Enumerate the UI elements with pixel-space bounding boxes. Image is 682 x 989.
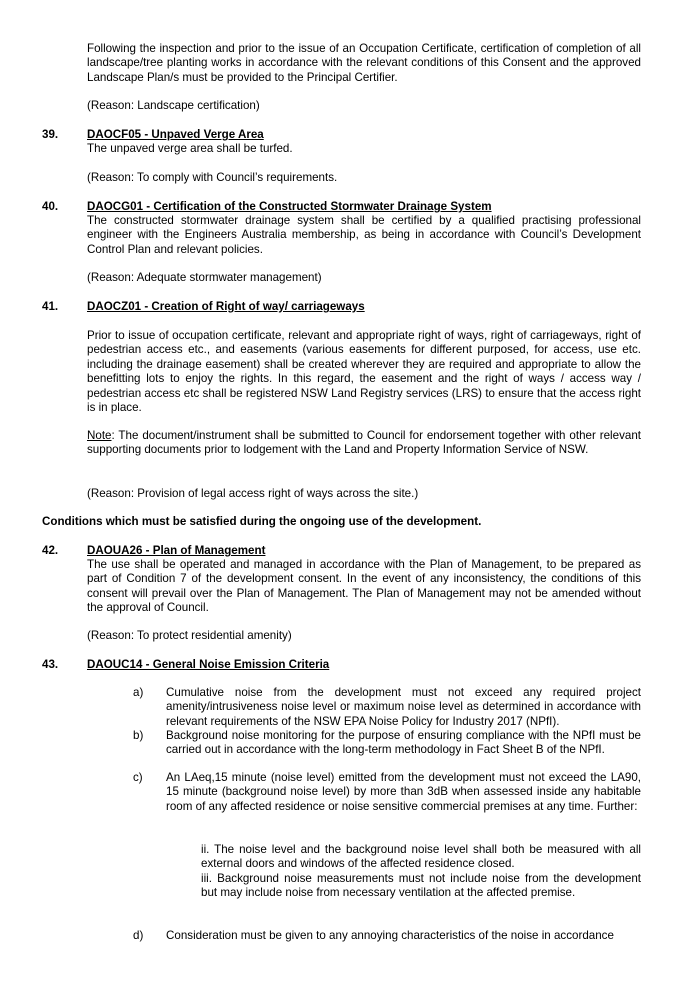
condition-41-number: 41. — [42, 300, 59, 313]
item-b-label: b) — [133, 729, 144, 742]
item-c-text: An LAeq,15 minute (noise level) emitted from the development must not exceed the LA90, 15 minute (background noise level) by more than 3dB when assessed inside any habitable room of any affected residence or noise sensitive commercial premises at any time. Further: — [166, 771, 641, 813]
intro-paragraph: Following the inspection and prior to the issue of an Occupation Certificate, certification of completion of all landscape/tree planting works in accordance with the relevant conditions of this Consent and the approved Landscape Plan/s must be provided to the Principal Certifier. — [87, 42, 641, 84]
condition-41-reason: (Reason: Provision of legal access right of ways across the site.) — [87, 487, 419, 500]
condition-40-title: DAOCG01 - Certification of the Constructed Stormwater Drainage System — [87, 200, 492, 213]
condition-40-number: 40. — [42, 200, 59, 213]
condition-39-body: The unpaved verge area shall be turfed. — [87, 142, 293, 155]
condition-39-reason: (Reason: To comply with Council’s requirements. — [87, 171, 338, 184]
item-b-text: Background noise monitoring for the purpose of ensuring compliance with the NPfI must be carried out in accordance with the long-term methodology in Fact Sheet B of the NPfI. — [166, 729, 641, 757]
note-text: : The document/instrument shall be submitted to Council for endorsement together with other relevant supporting documents prior to lodgement with the Land and Property Information Service of NSW. — [87, 429, 641, 457]
condition-42-reason: (Reason: To protect residential amenity) — [87, 629, 292, 642]
item-d-label: d) — [133, 929, 144, 942]
section-heading: Conditions which must be satisfied during the ongoing use of the development. — [42, 515, 482, 528]
subitem-ii: ii. The noise level and the background noise level shall both be measured with all external doors and windows of the affected residence closed. — [201, 843, 641, 871]
item-c-label: c) — [133, 771, 143, 784]
condition-41-body: Prior to issue of occupation certificate, relevant and appropriate right of ways, right of carriageways, right of pedestrian access etc., and easements (various easements for different purposed, for access, use etc. including the drainage easement) shall be created wherever they are required and appropriate to allow the benefitting lots to enjoy the rights. In this regard, the easement and the right of ways / access way / pedestrian access etc shall be registered NSW Land Registry services (LRS) to ensure that the access right is in place. — [87, 329, 641, 415]
condition-43-number: 43. — [42, 658, 59, 671]
item-d-text: Consideration must be given to any annoying characteristics of the noise in accordance — [166, 929, 614, 942]
condition-41-title: DAOCZ01 - Creation of Right of way/ carriageways — [87, 300, 365, 313]
condition-40-body: The constructed stormwater drainage system shall be certified by a qualified practising professional engineer with the Engineers Australia membership, as being in accordance with Council’s Development Control Plan and relevant policies. — [87, 214, 641, 256]
intro-reason: (Reason: Landscape certification) — [87, 99, 260, 112]
item-a-label: a) — [133, 686, 144, 699]
item-a-text: Cumulative noise from the development must not exceed any required project amenity/intrusiveness noise level or maximum noise level as determined in accordance with relevant requirements of the NSW EPA Noise Policy for Industry 2017 (NPfI). — [166, 686, 641, 728]
condition-41-note — [87, 429, 641, 458]
condition-42-body: The use shall be operated and managed in accordance with the Plan of Management, to be prepared as part of Condition 7 of the development consent. In the event of any inconsistency, the conditions of this consent will prevail over the Plan of Management. The Plan of Management may not be amended without the approval of Council. — [87, 558, 641, 615]
note-label: Note — [87, 429, 112, 442]
condition-42-number: 42. — [42, 544, 59, 557]
condition-40-reason: (Reason: Adequate stormwater management) — [87, 271, 322, 284]
condition-43-title: DAOUC14 - General Noise Emission Criteria — [87, 658, 330, 671]
condition-42-title: DAOUA26 - Plan of Management — [87, 544, 266, 557]
subitem-iii: iii. Background noise measurements must not include noise from the development but may include noise from necessary ventilation at the affected premise. — [201, 872, 641, 900]
condition-39-number: 39. — [42, 128, 59, 141]
condition-39-title: DAOCF05 - Unpaved Verge Area — [87, 128, 264, 141]
